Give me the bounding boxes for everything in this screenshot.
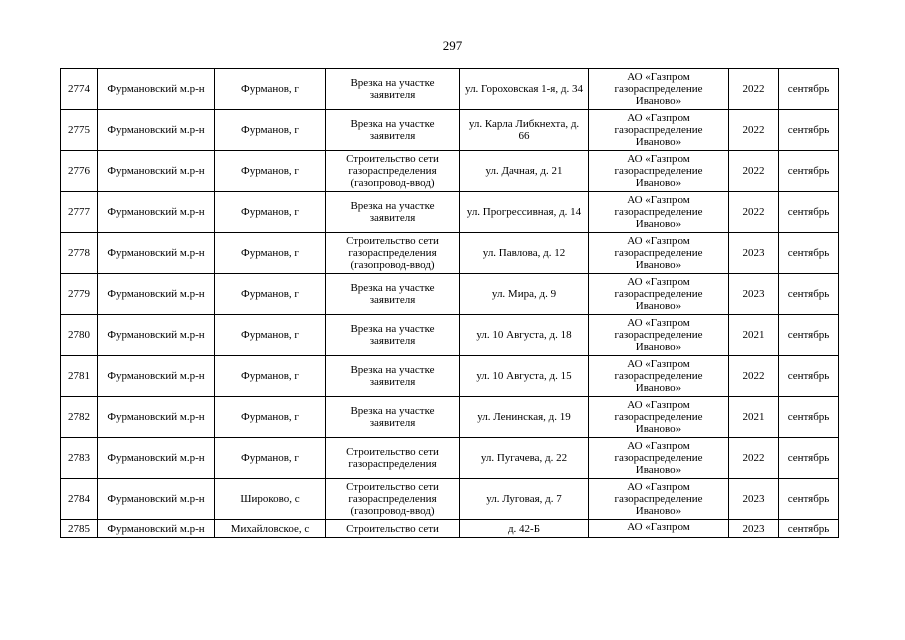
row-number: 2780 [61,315,98,356]
table-row [61,438,839,479]
table-row [61,520,839,538]
district-cell: Фурмановский м.р-н [98,69,215,110]
month-cell: сентябрь [779,479,839,520]
row-number: 2777 [61,192,98,233]
organization-cell: АО «Газпром [589,520,729,538]
address-cell: ул. Павлова, д. 12 [460,233,589,274]
row-number: 2782 [61,397,98,438]
district-cell: Фурмановский м.р-н [98,356,215,397]
address-cell: ул. 10 Августа, д. 15 [460,356,589,397]
district-cell: Фурмановский м.р-н [98,520,215,538]
year-cell: 2022 [729,192,779,233]
row-number: 2783 [61,438,98,479]
district-cell: Фурмановский м.р-н [98,397,215,438]
table-row [61,192,839,233]
address-cell: ул. Карла Либкнехта, д. 66 [460,110,589,151]
settlement-cell: Фурманов, г [215,356,326,397]
row-number: 2779 [61,274,98,315]
row-number: 2774 [61,69,98,110]
row-number: 2775 [61,110,98,151]
month-cell: сентябрь [779,69,839,110]
organization-cell: АО «Газпром газораспределение Иваново» [589,315,729,356]
address-cell: ул. Луговая, д. 7 [460,479,589,520]
row-number: 2781 [61,356,98,397]
work-type-cell: Строительство сети [326,520,460,538]
work-type-cell: Врезка на участке заявителя [326,315,460,356]
address-cell: ул. Мира, д. 9 [460,274,589,315]
settlement-cell: Фурманов, г [215,192,326,233]
month-cell: сентябрь [779,192,839,233]
year-cell: 2021 [729,397,779,438]
organization-cell: АО «Газпром газораспределение Иваново» [589,479,729,520]
row-number: 2776 [61,151,98,192]
year-cell: 2023 [729,274,779,315]
district-cell: Фурмановский м.р-н [98,479,215,520]
year-cell: 2022 [729,151,779,192]
month-cell: сентябрь [779,315,839,356]
district-cell: Фурмановский м.р-н [98,274,215,315]
month-cell: сентябрь [779,356,839,397]
month-cell: сентябрь [779,151,839,192]
table-row [61,69,839,110]
month-cell: сентябрь [779,397,839,438]
address-cell: д. 42-Б [460,520,589,538]
row-number: 2784 [61,479,98,520]
table-row [61,315,839,356]
settlement-cell: Широково, с [215,479,326,520]
year-cell: 2023 [729,233,779,274]
address-cell: ул. Прогрессивная, д. 14 [460,192,589,233]
organization-cell: АО «Газпром газораспределение Иваново» [589,192,729,233]
district-cell: Фурмановский м.р-н [98,233,215,274]
organization-cell: АО «Газпром газораспределение Иваново» [589,69,729,110]
month-cell: сентябрь [779,110,839,151]
address-cell: ул. Пугачева, д. 22 [460,438,589,479]
settlement-cell: Фурманов, г [215,315,326,356]
district-cell: Фурмановский м.р-н [98,151,215,192]
work-type-cell: Строительство сети газораспределения (газопровод-ввод) [326,233,460,274]
year-cell: 2022 [729,69,779,110]
work-type-cell: Врезка на участке заявителя [326,274,460,315]
row-number: 2785 [61,520,98,538]
district-cell: Фурмановский м.р-н [98,438,215,479]
settlement-cell: Фурманов, г [215,110,326,151]
address-cell: ул. Ленинская, д. 19 [460,397,589,438]
settlement-cell: Фурманов, г [215,274,326,315]
settlement-cell: Фурманов, г [215,438,326,479]
settlement-cell: Фурманов, г [215,151,326,192]
work-type-cell: Врезка на участке заявителя [326,397,460,438]
address-cell: ул. Дачная, д. 21 [460,151,589,192]
work-type-cell: Врезка на участке заявителя [326,110,460,151]
gasification-table [60,68,839,538]
address-cell: ул. 10 Августа, д. 18 [460,315,589,356]
year-cell: 2023 [729,479,779,520]
year-cell: 2023 [729,520,779,538]
table-row [61,397,839,438]
organization-cell: АО «Газпром газораспределение Иваново» [589,110,729,151]
year-cell: 2021 [729,315,779,356]
district-cell: Фурмановский м.р-н [98,110,215,151]
address-cell: ул. Гороховская 1-я, д. 34 [460,69,589,110]
work-type-cell: Строительство сети газораспределения (газопровод-ввод) [326,151,460,192]
year-cell: 2022 [729,356,779,397]
organization-cell: АО «Газпром газораспределение Иваново» [589,233,729,274]
table-row [61,274,839,315]
table-row [61,151,839,192]
table-row [61,233,839,274]
year-cell: 2022 [729,438,779,479]
district-cell: Фурмановский м.р-н [98,315,215,356]
work-type-cell: Врезка на участке заявителя [326,192,460,233]
work-type-cell: Врезка на участке заявителя [326,356,460,397]
table-row [61,356,839,397]
work-type-cell: Строительство сети газораспределения (газопровод-ввод) [326,479,460,520]
organization-cell: АО «Газпром газораспределение Иваново» [589,438,729,479]
settlement-cell: Фурманов, г [215,69,326,110]
month-cell: сентябрь [779,520,839,538]
page-number: 297 [442,38,463,53]
month-cell: сентябрь [779,233,839,274]
month-cell: сентябрь [779,438,839,479]
settlement-cell: Михайловское, с [215,520,326,538]
organization-cell: АО «Газпром газораспределение Иваново» [589,274,729,315]
row-number: 2778 [61,233,98,274]
table-row [61,110,839,151]
work-type-cell: Врезка на участке заявителя [326,69,460,110]
district-cell: Фурмановский м.р-н [98,192,215,233]
year-cell: 2022 [729,110,779,151]
work-type-cell: Строительство сети газораспределения [326,438,460,479]
settlement-cell: Фурманов, г [215,233,326,274]
settlement-cell: Фурманов, г [215,397,326,438]
organization-cell: АО «Газпром газораспределение Иваново» [589,151,729,192]
organization-cell: АО «Газпром газораспределение Иваново» [589,356,729,397]
organization-cell: АО «Газпром газораспределение Иваново» [589,397,729,438]
table-row [61,479,839,520]
month-cell: сентябрь [779,274,839,315]
